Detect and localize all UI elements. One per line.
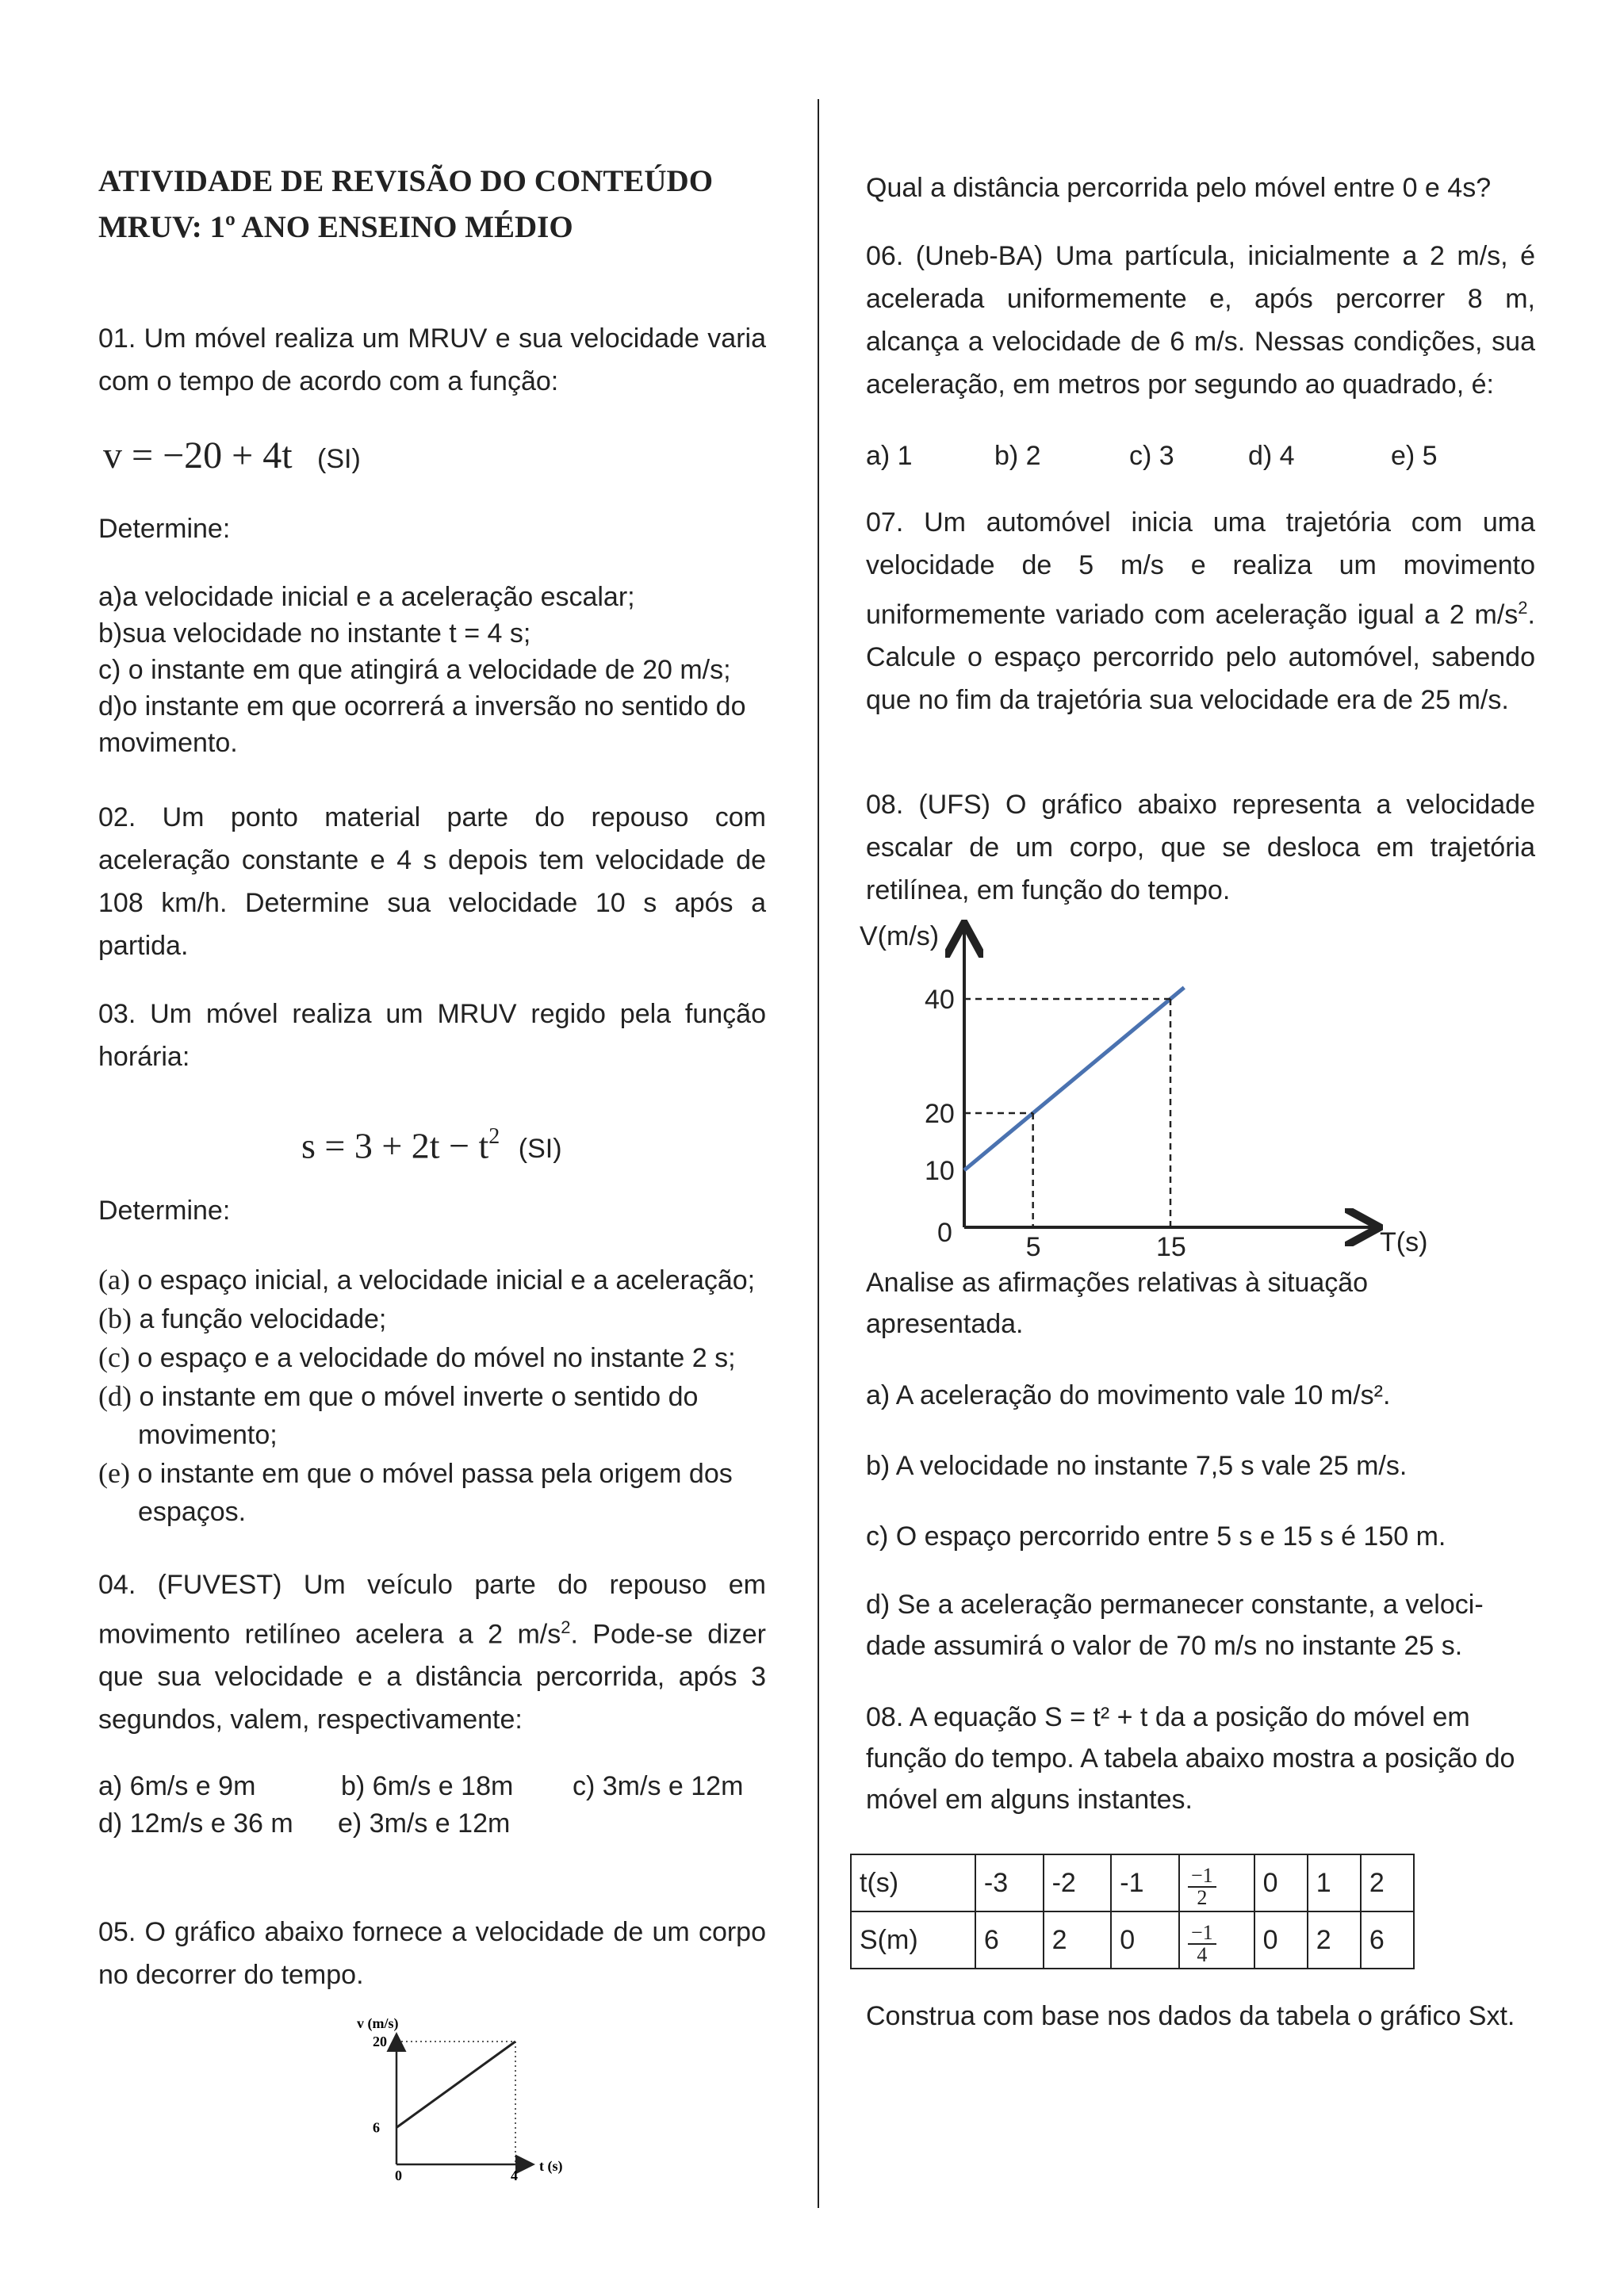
q04-option-e: e) 3m/s e 12m [338,1808,511,1839]
q03-intro: 03. Um móvel realiza um MRUV regido pela função horária: [98,999,766,1072]
chart2-x-label: T(s) [1380,1227,1428,1257]
table-cell: t(s) [851,1854,975,1911]
q01-item-d: d)o instante em que ocorrerá a inversão no sentido do movimento. [98,691,746,758]
q06-option-a: a) 1 [866,441,913,471]
table-cell: 2 [1044,1911,1112,1969]
q06-option-d: d) 4 [1248,441,1295,471]
q01-formula: v = −20 + 4t (SI) [103,434,361,476]
q08-item-b: b) A velocidade no instante 7,5 s vale 25 m/s. [866,1451,1408,1481]
table-cell: 1 [1308,1854,1361,1911]
chart1-x-tick: 0 [395,2168,402,2183]
chart1-series-line [396,2042,515,2128]
q01-intro: 01. Um móvel realiza um MRUV e sua velocidade varia com o tempo de acordo com a função: [98,323,766,396]
table-cell-fraction: $\frac{-1}{2}$ [1179,1854,1254,1911]
q08-item-a: a) A aceleração do movimento vale 10 m/s². [866,1380,1391,1410]
chart2-y-tick: 20 [925,1099,955,1129]
chart2-y-tick: 40 [925,985,955,1015]
q04-option-c: c) 3m/s e 12m [573,1771,744,1801]
chart2-series-line [964,988,1184,1170]
chart2-x-tick: 15 [1156,1232,1186,1262]
table-cell: -2 [1044,1854,1112,1911]
q08b-footer: Construa com base nos dados da tabela o gráfico Sxt. [866,2001,1515,2031]
q08-item-c: c) O espaço percorrido entre 5 s e 15 s é 150 m. [866,1521,1446,1552]
table-cell: 6 [1361,1911,1414,1969]
table-cell: 6 [975,1911,1044,1969]
table-cell-fraction: $\frac{-1}{4}$ [1179,1911,1254,1969]
chart1-x-tick: 4 [511,2168,518,2183]
q08b-text: 08. A equação S = t² + t da a posição do móvel em função do tempo. A tabela abaixo mostra a posição do móvel em alguns instantes. [866,1702,1515,1815]
table-row [851,1854,1414,1911]
q03-item-c: (c) o espaço e a velocidade do móvel no instante 2 s; [98,1341,736,1373]
page-title-line2: MRUV: 1º ANO ENSEINO MÉDIO [98,210,573,244]
q05-question: Qual a distância percorrida pelo móvel entre 0 e 4s? [866,173,1492,203]
table-row [851,1911,1414,1969]
q01-item-a: a)a velocidade inicial e a aceleração escalar; [98,582,635,612]
table-cell: 2 [1308,1911,1361,1969]
q03-formula: $s = 3 + 2t - t^2$ (SI) [301,1124,562,1166]
chart2-y-tick: 10 [925,1156,955,1186]
q01-determine: Determine: [98,514,231,544]
chart2-y-label: V(m/s) [860,921,940,951]
q01-item-c: c) o instante em que atingirá a velocidade de 20 m/s; [98,655,731,685]
q03-item-e: (e) o instante em que o móvel passa pela origem dos espaços. [98,1457,733,1527]
q04-option-d: d) 12m/s e 36 m [98,1808,293,1839]
table-cell: S(m) [851,1911,975,1969]
q04-option-b: b) 6m/s e 18m [341,1771,514,1801]
q03-item-d: (d) o instante em que o móvel inverte o sentido do movimento; [98,1380,699,1450]
q04-option-a: a) 6m/s e 9m [98,1771,256,1801]
q08-velocity-chart [856,920,1459,1269]
chart1-y-tick: 6 [373,2119,380,2136]
table-cell: 0 [1111,1911,1179,1969]
q03-items [98,1261,772,1531]
page-title-line1: ATIVIDADE DE REVISÃO DO CONTEÚDO [98,164,714,198]
q01-item-b: b)sua velocidade no instante t = 4 s; [98,618,531,649]
q04-text: 04. (FUVEST) Um veículo parte do repouso em movimento retilíneo acelera a 2 $m/s^2$. Pode-se dizer que sua velocidade e a distância percorrida, após 3 segundos, valem, respectivamente: [98,1570,766,1735]
q03-determine: Determine: [98,1196,231,1226]
chart1-y-tick: 20 [373,2034,387,2049]
chart2-origin-label: 0 [937,1218,952,1248]
q06-option-b: b) 2 [994,441,1041,471]
q06-option-c: c) 3 [1129,441,1174,471]
q03-item-a: (a) o espaço inicial, a velocidade inicial e a aceleração; [98,1264,756,1295]
q08-text: 08. (UFS) O gráfico abaixo representa a velocidade escalar de um corpo, que se desloca em trajetória retilínea, em função do tempo. [866,790,1535,905]
table-cell: -1 [1111,1854,1179,1911]
q06-text: 06. (Uneb-BA) Uma partícula, inicialmente a 2 m/s, é acelerada uniformemente e, após percorrer 8 m, alcança a velocidade de 6 m/s. Nessas condições, sua aceleração, em metros por segundo ao quadrado, é: [866,241,1535,400]
q08-analise: Analise as afirmações relativas à situação apresentada. [866,1268,1369,1339]
position-table [850,1854,1415,1969]
table-cell: 0 [1254,1854,1308,1911]
q05-velocity-chart [349,2006,603,2188]
chart1-x-label: t (s) [539,2158,563,2174]
table-cell: 2 [1361,1854,1414,1911]
q02-text: 02. Um ponto material parte do repouso com aceleração constante e 4 s depois tem velocidade de 108 km/h. Determine sua velocidade 10 s após a partida. [98,802,766,961]
q07-text: 07. Um automóvel inicia uma trajetória com uma velocidade de 5 m/s e realiza um movimento uniformemente variado com aceleração igual a 2 $m/s^2$. Calcule o espaço percorrido pelo automóvel, sabendo que no fim da trajetória sua velocidade era de 25 m/s. [866,507,1535,716]
q03-item-b: (b) a função velocidade; [98,1303,387,1334]
chart1-y-label: v (m/s) [357,2015,399,2031]
chart2-x-tick: 5 [1025,1232,1041,1262]
table-cell: -3 [975,1854,1044,1911]
q08-item-d: d) Se a aceleração permanecer constante, a veloci-dade assumirá o valor de 70 m/s no instante 25 s. [866,1590,1484,1661]
q01-items [98,579,766,761]
q06-option-e: e) 5 [1391,441,1438,471]
table-cell: 0 [1254,1911,1308,1969]
q05-text: 05. O gráfico abaixo fornece a velocidade de um corpo no decorrer do tempo. [98,1917,766,1990]
column-divider [818,99,819,2208]
